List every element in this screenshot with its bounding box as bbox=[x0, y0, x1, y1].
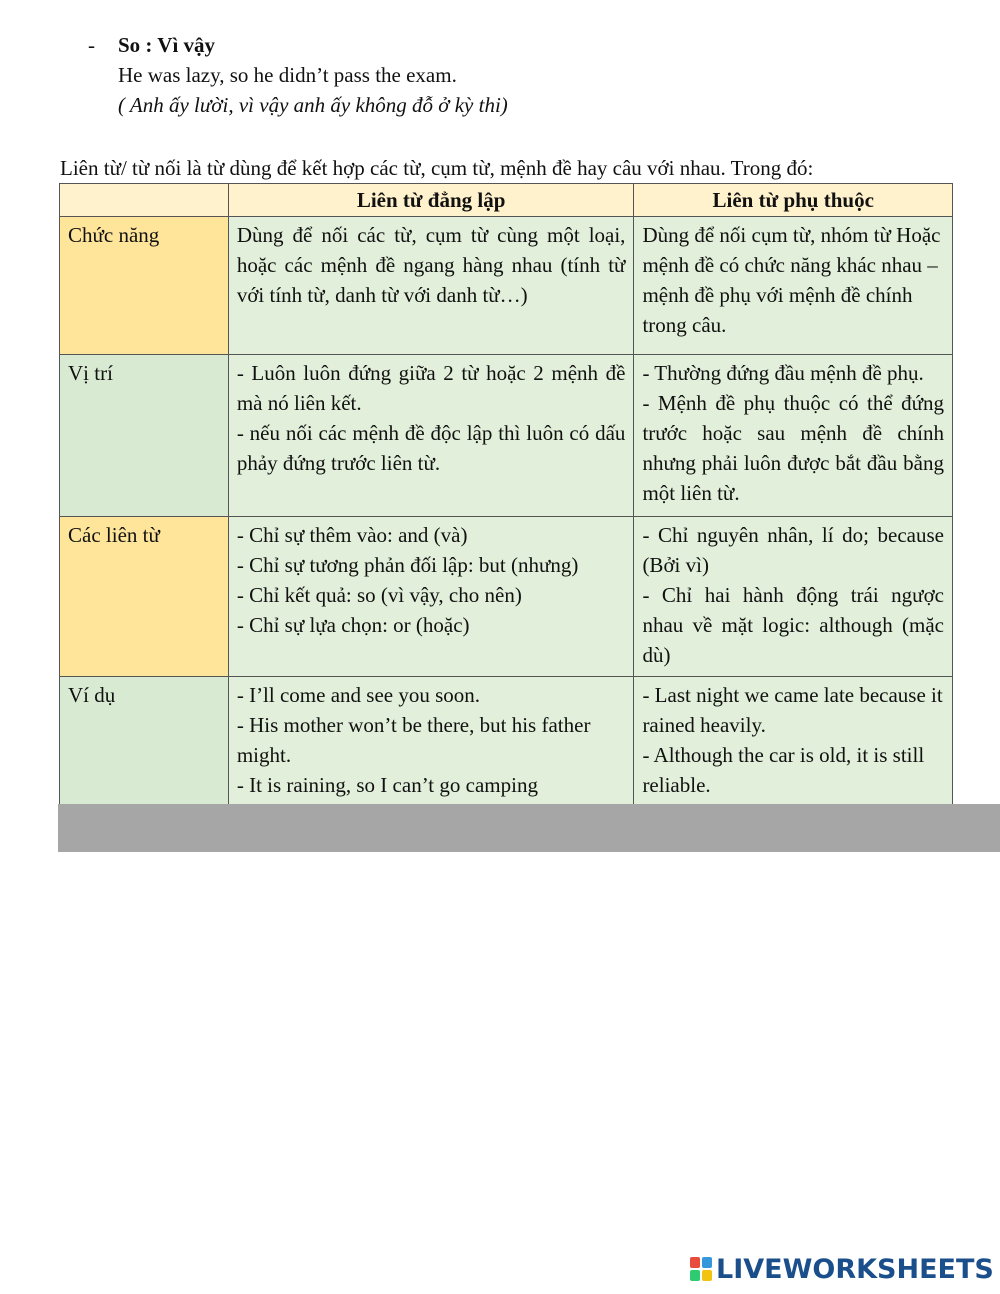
example-section bbox=[88, 30, 968, 120]
table-row bbox=[60, 517, 953, 677]
bullet-item bbox=[88, 30, 968, 60]
cell-line: - Last night we came late because it rained heavily. bbox=[642, 683, 943, 737]
cell-coordinating bbox=[228, 517, 634, 677]
logo-square bbox=[702, 1270, 712, 1281]
logo-mark-icon bbox=[690, 1257, 712, 1281]
cell-subordinating bbox=[634, 217, 953, 355]
example-translation: ( Anh ấy lười, vì vậy anh ấy không đỗ ở kỳ thi) bbox=[118, 93, 508, 117]
header-subordinating: Liên từ phụ thuộc bbox=[634, 184, 953, 217]
table-row bbox=[60, 677, 953, 807]
cell-coordinating bbox=[228, 355, 634, 517]
answer-band bbox=[58, 804, 1000, 852]
row-label: Ví dụ bbox=[60, 677, 229, 807]
liveworksheets-logo bbox=[690, 1252, 994, 1286]
cell-line: - Chỉ kết quả: so (vì vậy, cho nên) bbox=[236, 583, 522, 607]
bullet-dash: - bbox=[88, 33, 95, 57]
cell-line: - Chỉ nguyên nhân, lí do; because (Bởi vì) bbox=[642, 523, 944, 577]
intro-paragraph: Liên từ/ từ nối là từ dùng để kết hợp các từ, cụm từ, mệnh đề hay câu với nhau. Trong đó: bbox=[60, 156, 814, 180]
cell-line: - I’ll come and see you soon. bbox=[236, 683, 481, 707]
cell-coordinating bbox=[228, 217, 634, 355]
table-row bbox=[60, 217, 953, 355]
example-sentence: He was lazy, so he didn’t pass the exam. bbox=[118, 63, 457, 87]
header-coordinating: Liên từ đẳng lập bbox=[228, 184, 634, 217]
cell-subordinating bbox=[634, 355, 953, 517]
cell-line: - Chỉ sự lựa chọn: or (hoặc) bbox=[236, 613, 470, 637]
logo-square bbox=[690, 1270, 700, 1281]
cell-line: - Thường đứng đầu mệnh đề phụ. bbox=[642, 361, 924, 385]
header-empty bbox=[60, 184, 229, 217]
row-label: Các liên từ bbox=[60, 517, 229, 677]
cell-line: - nếu nối các mệnh đề độc lập thì luôn có dấu phảy đứng trước liên từ. bbox=[236, 421, 626, 475]
table-header-row bbox=[60, 184, 953, 217]
cell-subordinating bbox=[634, 517, 953, 677]
cell-line: Dùng để nối các từ, cụm từ cùng một loại, hoặc các mệnh đề ngang hàng nhau (tính từ với tính từ, danh từ với danh từ…) bbox=[236, 223, 626, 307]
logo-text: LIVEWORKSHEETS bbox=[716, 1253, 994, 1285]
logo-square bbox=[690, 1257, 700, 1268]
cell-line: - It is raining, so I can’t go camping bbox=[236, 773, 538, 797]
row-label: Vị trí bbox=[60, 355, 229, 517]
cell-line: - Mệnh đề phụ thuộc có thể đứng trước hoặc sau mệnh đề chính nhưng phải luôn được bắt đầu bằng một liên từ. bbox=[642, 391, 944, 505]
logo-square bbox=[702, 1257, 712, 1268]
cell-line: - Chỉ sự tương phản đối lập: but (nhưng) bbox=[236, 553, 579, 577]
cell-line: - Chỉ sự thêm vào: and (và) bbox=[236, 523, 468, 547]
cell-line: - Luôn luôn đứng giữa 2 từ hoặc 2 mệnh đề mà nó liên kết. bbox=[236, 361, 626, 415]
conjunction-table bbox=[59, 183, 953, 807]
cell-line: - Although the car is old, it is still reliable. bbox=[642, 743, 925, 797]
cell-line: Dùng để nối cụm từ, nhóm từ Hoặc mệnh đề có chức năng khác nhau – mệnh đề phụ với mệnh đề chính trong câu. bbox=[642, 223, 941, 337]
cell-coordinating bbox=[228, 677, 634, 807]
cell-subordinating bbox=[634, 677, 953, 807]
row-label: Chức năng bbox=[60, 217, 229, 355]
cell-line: - His mother won’t be there, but his father might. bbox=[236, 713, 591, 767]
conjunction-term: So : Vì vậy bbox=[118, 33, 216, 57]
cell-line: - Chỉ hai hành động trái ngược nhau về mặt logic: although (mặc dù) bbox=[642, 583, 944, 667]
table-row bbox=[60, 355, 953, 517]
